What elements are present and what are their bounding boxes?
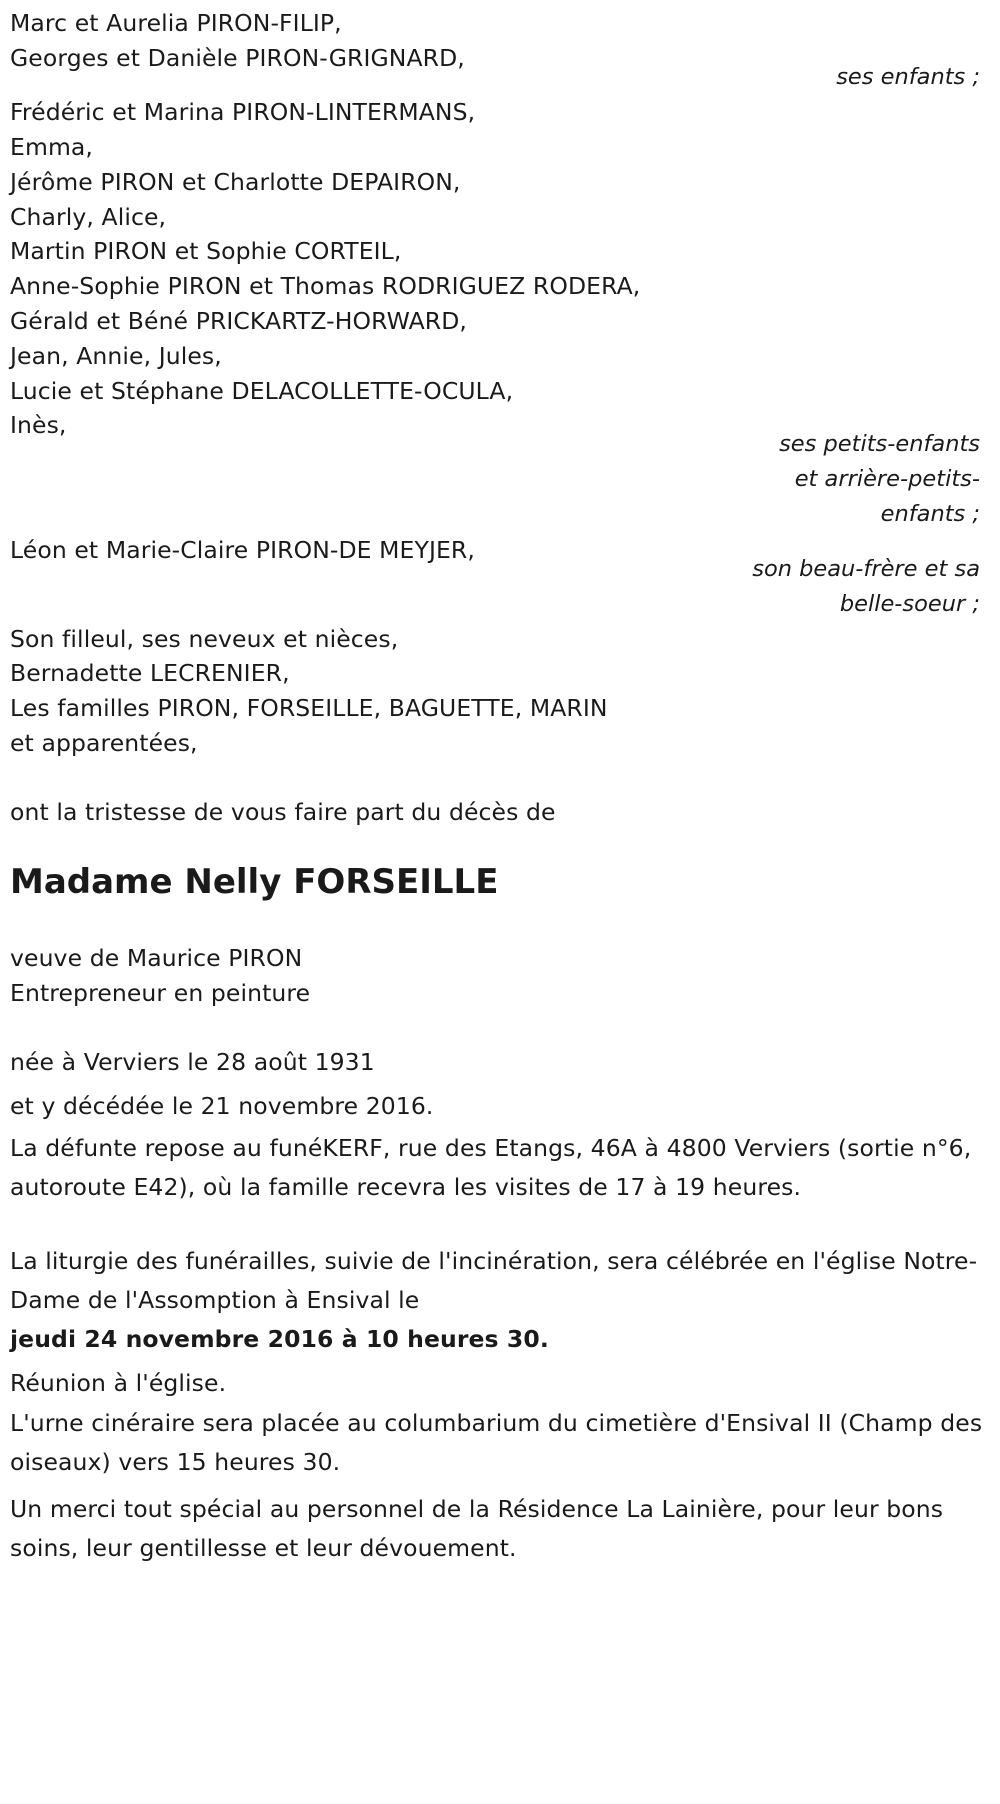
- urn-paragraph: L'urne cinéraire sera placée au columbarium du cimetière d'Ensival II (Champ des oiseaux) vers 15 heures 30.: [10, 1409, 983, 1476]
- relationship-label: ses petits-enfants: [779, 431, 980, 457]
- liturgy-paragraph: La liturgie des funérailles, suivie de l'incinération, sera célébrée en l'église Notre-Dame de l'Assomption à Ensival le: [10, 1247, 978, 1314]
- family-name-line: Lucie et Stéphane DELACOLLETTE-OCULA,: [10, 377, 514, 405]
- death-line: et y décédée le 21 novembre 2016.: [10, 1092, 434, 1120]
- announcement-text: ont la tristesse de vous faire part du décès de: [10, 798, 556, 826]
- family-name-line: Inès,: [10, 411, 67, 439]
- family-name-line: Martin PIRON et Sophie CORTEIL,: [10, 237, 402, 265]
- widow-of-line: veuve de Maurice PIRON: [10, 944, 303, 972]
- family-name-line: Son filleul, ses neveux et nièces,: [10, 625, 399, 653]
- relationship-label: ses enfants ;: [836, 64, 980, 90]
- family-name-line: Charly, Alice,: [10, 203, 167, 231]
- family-name-line: Frédéric et Marina PIRON-LINTERMANS,: [10, 98, 476, 126]
- family-name-line: Gérald et Béné PRICKARTZ-HORWARD,: [10, 307, 468, 335]
- thanks-paragraph: Un merci tout spécial au personnel de la Résidence La Lainière, pour leur bons soins, leur gentillesse et leur dévouement.: [10, 1495, 944, 1562]
- relationship-label: son beau-frère et sa: [752, 556, 980, 582]
- relationship-label: et arrière-petits-: [794, 466, 980, 492]
- repose-paragraph: La défunte repose au funéKERF, rue des Etangs, 46A à 4800 Verviers (sortie n°6, autoroute E42), où la famille recevra les visites de 17 à 19 heures.: [10, 1134, 972, 1201]
- family-name-line: Léon et Marie-Claire PIRON-DE MEYJER,: [10, 536, 475, 564]
- family-name-line: Anne-Sophie PIRON et Thomas RODRIGUEZ RODERA,: [10, 272, 641, 300]
- obituary-notice: [10, 0, 990, 1804]
- meeting-line: Réunion à l'église.: [10, 1369, 227, 1397]
- family-name-line: Georges et Danièle PIRON-GRIGNARD,: [10, 44, 465, 72]
- family-name-line: Les familles PIRON, FORSEILLE, BAGUETTE, MARIN: [10, 694, 608, 722]
- family-name-line: Jean, Annie, Jules,: [10, 342, 222, 370]
- relationship-label: enfants ;: [880, 501, 980, 527]
- family-name-line: Marc et Aurelia PIRON-FILIP,: [10, 9, 342, 37]
- occupation-line: Entrepreneur en peinture: [10, 979, 311, 1007]
- family-name-line: et apparentées,: [10, 729, 198, 757]
- family-name-line: Jérôme PIRON et Charlotte DEPAIRON,: [10, 168, 461, 196]
- family-name-line: Bernadette LECRENIER,: [10, 659, 290, 687]
- ceremony-date: jeudi 24 novembre 2016 à 10 heures 30.: [10, 1325, 549, 1353]
- family-name-line: Emma,: [10, 133, 94, 161]
- deceased-name: Madame Nelly FORSEILLE: [10, 862, 499, 902]
- birth-line: née à Verviers le 28 août 1931: [10, 1048, 375, 1076]
- relationship-label: belle-soeur ;: [839, 591, 980, 617]
